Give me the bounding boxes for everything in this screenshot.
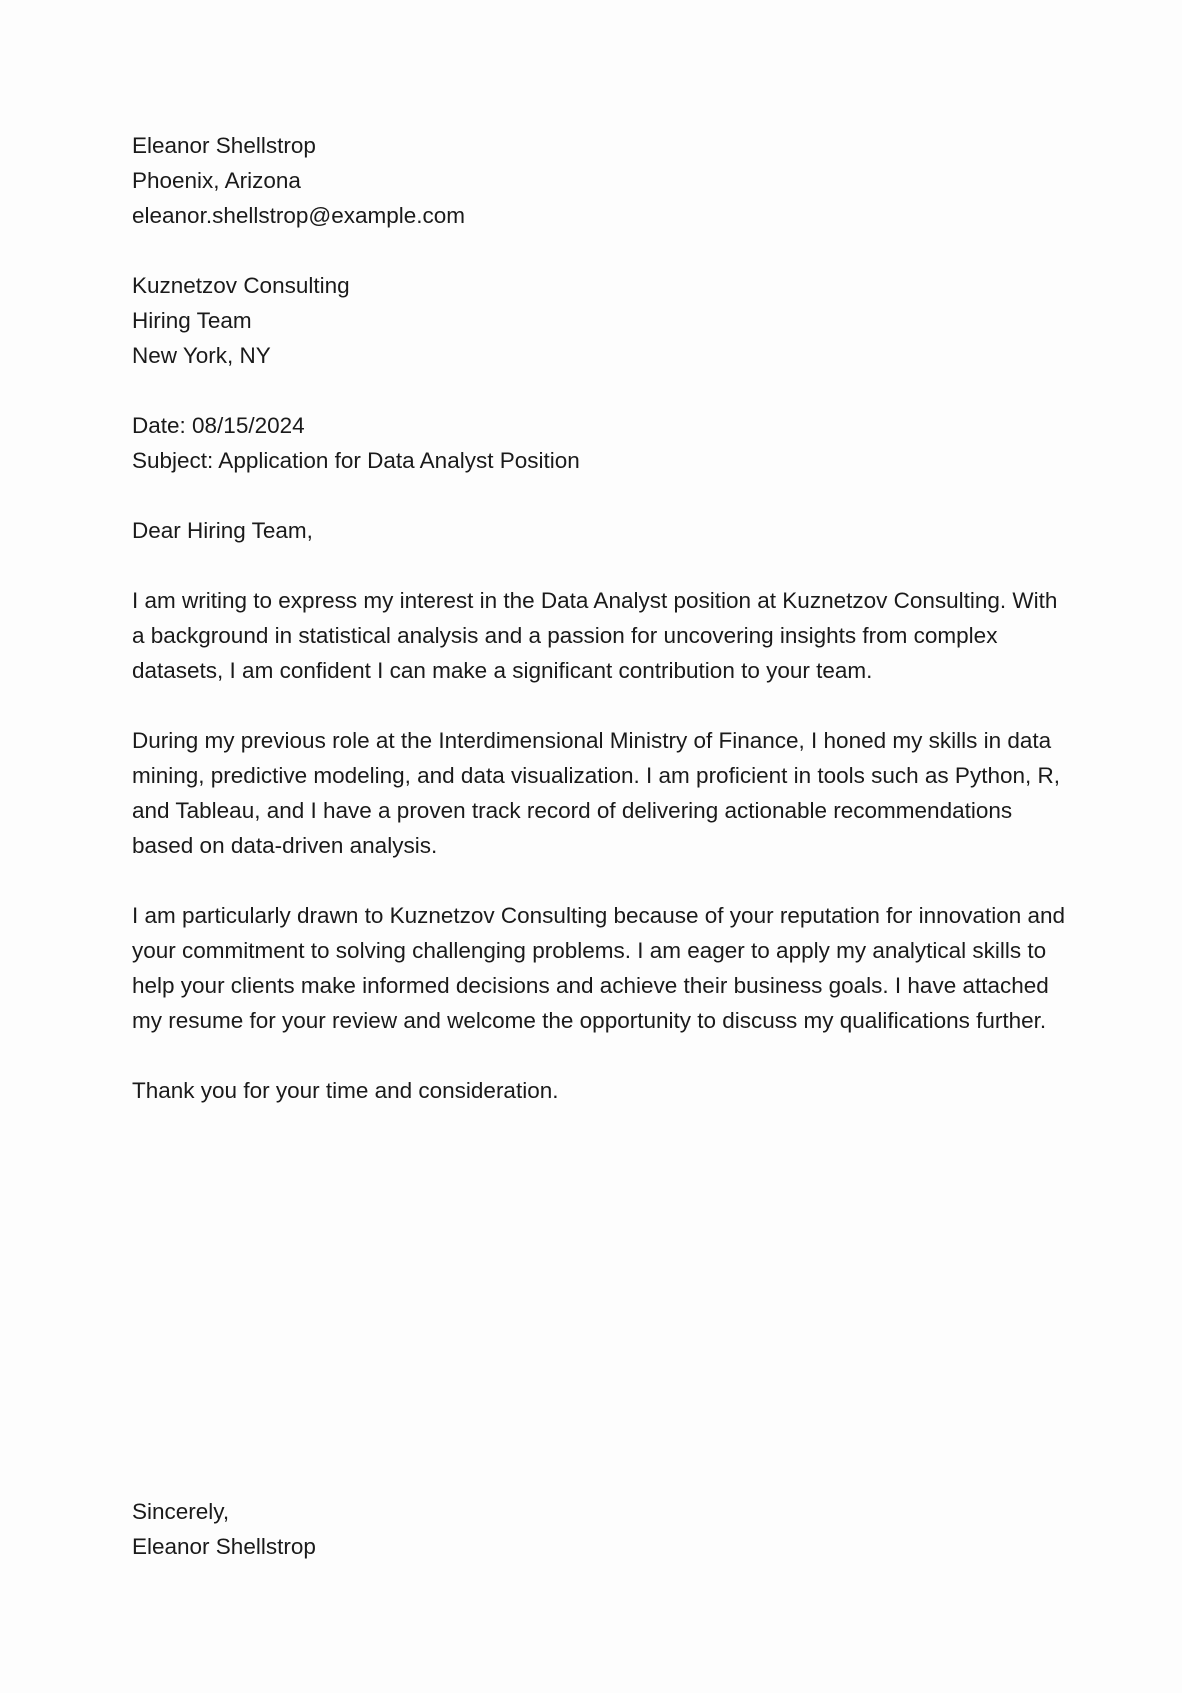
body-paragraph-2: During my previous role at the Interdimensional Ministry of Finance, I honed my skills in data mining, predictive modeling, and data visualization. I am proficient in tools such as Python, R, and Tableau, and I have a proven track record of delivering actionable recommendations based on data-driven analysis. (132, 728, 1060, 858)
meta-block (132, 408, 1072, 478)
recipient-company: Kuznetzov Consulting (132, 273, 350, 298)
letter-date: Date: 08/15/2024 (132, 413, 305, 438)
salutation: Dear Hiring Team, (132, 518, 313, 543)
body-paragraph-4: Thank you for your time and consideration. (132, 1078, 559, 1103)
closing-block (132, 1494, 316, 1564)
recipient-block (132, 268, 1072, 373)
letter-subject: Subject: Application for Data Analyst Position (132, 448, 580, 473)
sender-location: Phoenix, Arizona (132, 168, 301, 193)
recipient-team: Hiring Team (132, 308, 252, 333)
recipient-location: New York, NY (132, 343, 271, 368)
signature-name: Eleanor Shellstrop (132, 1534, 316, 1559)
sender-name: Eleanor Shellstrop (132, 133, 316, 158)
sender-email: eleanor.shellstrop@example.com (132, 203, 466, 228)
sender-block (132, 128, 1072, 233)
body-paragraph-3: I am particularly drawn to Kuznetzov Consulting because of your reputation for innovation and your commitment to solving challenging problems. I am eager to apply my analytical skills to help your clients make informed decisions and achieve their business goals. I have attached my resume for your review and welcome the opportunity to discuss my qualifications further. (132, 903, 1066, 1033)
letter-body (132, 128, 1072, 1143)
body-paragraph-1: I am writing to express my interest in the Data Analyst position at Kuznetzov Consulting. With a background in statistical analysis and a passion for uncovering insights from complex datasets, I am confident I can make a significant contribution to your team. (132, 588, 1058, 683)
valediction: Sincerely, (132, 1499, 230, 1524)
